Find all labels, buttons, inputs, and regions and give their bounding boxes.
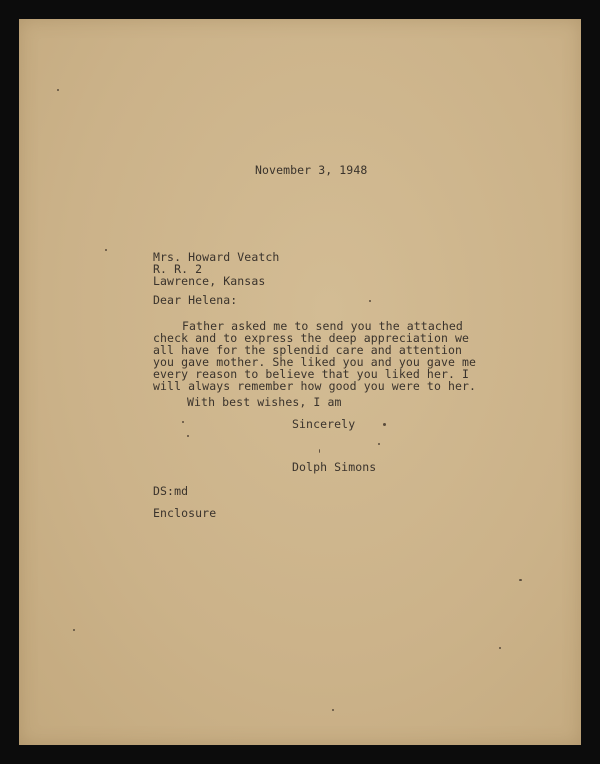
paper-speck <box>182 421 184 423</box>
paper-speck <box>105 249 107 251</box>
body-line-2: check and to express the deep appreciation we <box>153 331 470 345</box>
paper-speck <box>378 443 380 445</box>
letter-paper <box>19 19 581 745</box>
letter-date: November 3, 1948 <box>255 163 368 177</box>
body-line-3: all have for the splendid care and attention <box>153 343 463 357</box>
body-line-4: you gave mother. She liked you and you gave me <box>153 355 477 369</box>
body-line-1: Father asked me to send you the attached <box>182 319 463 333</box>
address-line-2: R. R. 2 <box>153 262 203 276</box>
paper-speck <box>57 89 59 91</box>
valediction: Sincerely <box>292 417 356 431</box>
paper-speck <box>73 629 75 631</box>
typist-initials: DS:md <box>153 484 189 498</box>
body-line-5: every reason to believe that you liked her. I <box>153 367 470 381</box>
paper-speck <box>187 435 189 437</box>
address-line-3: Lawrence, Kansas <box>153 274 266 288</box>
address-line-1: Mrs. Howard Veatch <box>153 250 280 264</box>
paper-speck <box>499 647 501 649</box>
paper-speck <box>332 709 334 711</box>
body-line-6: will always remember how good you were to her. <box>153 379 477 393</box>
paper-speck <box>319 449 320 453</box>
paper-speck <box>519 579 522 581</box>
signature-name: Dolph Simons <box>292 460 377 474</box>
closing-line: With best wishes, I am <box>187 395 342 409</box>
salutation: Dear Helena: <box>153 293 238 307</box>
enclosure-note: Enclosure <box>153 506 217 520</box>
paper-speck <box>369 300 371 302</box>
paper-speck <box>383 423 386 426</box>
